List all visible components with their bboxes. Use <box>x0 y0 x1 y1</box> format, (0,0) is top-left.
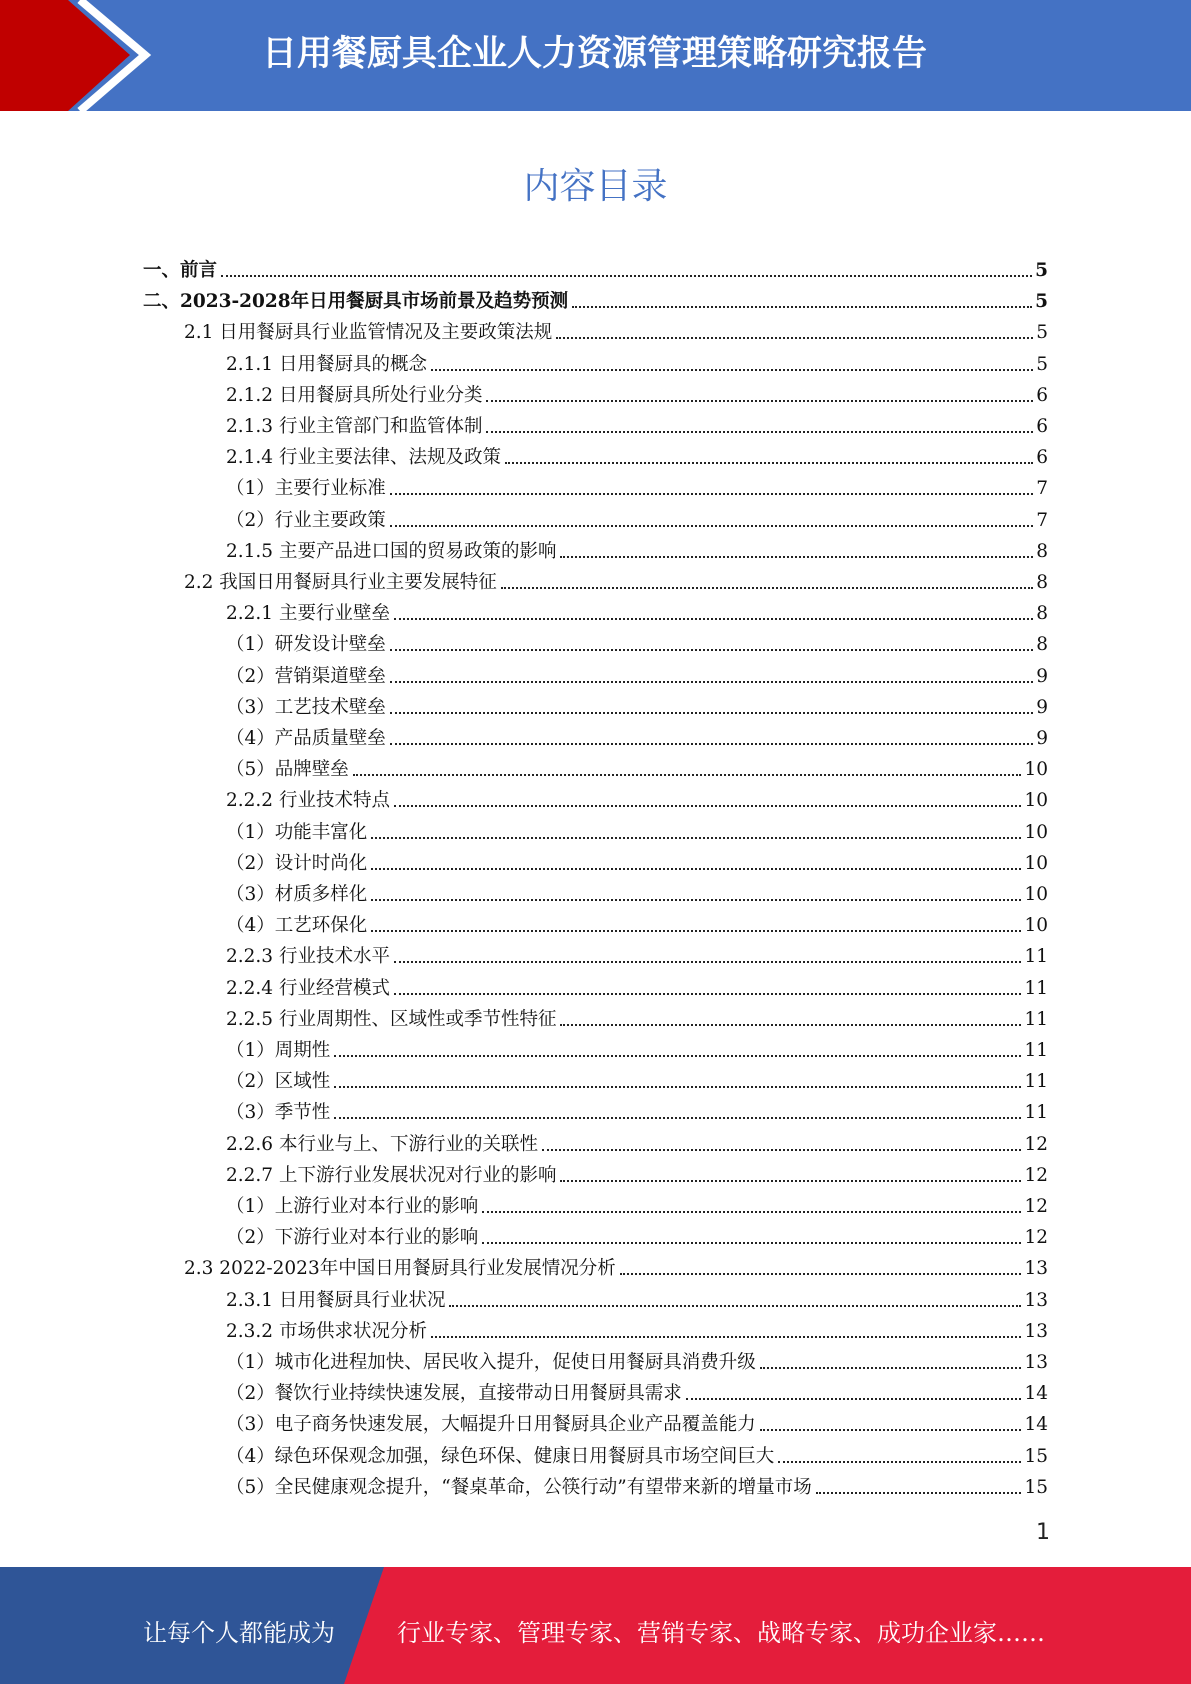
toc-entry-title: 2.1.4 行业主要法律、法规及政策 <box>226 447 501 469</box>
toc-entry-title: 2.2.2 行业技术特点 <box>226 790 390 812</box>
toc-entry[interactable] <box>226 1095 1048 1126</box>
toc-dot-leader <box>572 306 1032 308</box>
toc-entry-page: 5 <box>1035 260 1048 281</box>
toc-entry-title: 2.2.5 行业周期性、区域性或季节性特征 <box>226 1008 557 1030</box>
toc-entry-page: 14 <box>1024 1414 1048 1436</box>
toc-entry-page: 11 <box>1024 977 1048 999</box>
toc-dot-leader <box>390 712 1033 714</box>
toc-entry-title: 2.2.4 行业经营模式 <box>226 977 390 999</box>
toc-entry-title: 2.1.5 主要产品进口国的贸易政策的影响 <box>226 540 557 562</box>
toc-entry-page: 11 <box>1024 1008 1048 1030</box>
toc-entry-page: 10 <box>1024 821 1048 843</box>
toc-entry[interactable] <box>226 1220 1048 1251</box>
toc-entry-title: 2.3.2 市场供求状况分析 <box>226 1320 427 1342</box>
toc-dot-leader <box>394 961 1021 963</box>
toc-entry-page: 11 <box>1024 1102 1048 1124</box>
toc-dot-leader <box>620 1273 1022 1275</box>
toc-dot-leader <box>390 743 1033 745</box>
toc-dot-leader <box>556 337 1033 339</box>
toc-entry-page: 11 <box>1024 1071 1048 1093</box>
toc-dot-leader <box>431 1336 1021 1338</box>
toc-entry-title: （3）材质多样化 <box>226 884 368 905</box>
toc-entry[interactable] <box>226 1314 1048 1345</box>
toc-entry-title: 2.1 日用餐厨具行业监管情况及主要政策法规 <box>184 322 553 344</box>
toc-dot-leader <box>394 993 1021 995</box>
toc-dot-leader <box>486 431 1033 433</box>
toc-entry-page: 11 <box>1024 1040 1048 1061</box>
header-banner <box>0 0 1191 111</box>
toc-entry[interactable] <box>226 690 1048 721</box>
toc-entry[interactable] <box>226 752 1048 783</box>
toc-entry[interactable] <box>226 378 1048 409</box>
toc-entry[interactable] <box>226 939 1048 970</box>
toc-entry[interactable] <box>226 440 1048 471</box>
toc-entry-title: （4）产品质量壁垒 <box>226 728 386 749</box>
toc-entry[interactable] <box>143 253 1048 284</box>
toc-entry-title: （2）区域性 <box>226 1071 331 1093</box>
toc-dot-leader <box>431 369 1033 371</box>
toc-entry-title: 2.2.6 本行业与上、下游行业的关联性 <box>226 1133 538 1155</box>
toc-entry-page: 13 <box>1024 1258 1048 1280</box>
toc-dot-leader <box>542 1149 1021 1151</box>
toc-entry-page: 8 <box>1036 634 1048 656</box>
toc-dot-leader <box>390 493 1033 495</box>
toc-entry[interactable] <box>226 1470 1048 1501</box>
toc-entry[interactable] <box>226 1439 1048 1470</box>
toc-entry-page: 12 <box>1024 1196 1048 1217</box>
toc-dot-leader <box>686 1398 1022 1400</box>
toc-dot-leader <box>560 1180 1021 1182</box>
toc-dot-leader <box>816 1492 1022 1494</box>
toc-entry[interactable] <box>226 627 1048 658</box>
toc-dot-leader <box>394 618 1033 620</box>
toc-entry-page: 15 <box>1024 1445 1048 1467</box>
toc-entry[interactable] <box>226 1283 1048 1314</box>
toc-entry-title: （1）上游行业对本行业的影响 <box>226 1196 479 1217</box>
toc-entry-page: 5 <box>1036 322 1048 344</box>
toc-entry-page: 13 <box>1024 1352 1048 1373</box>
toc-entry-page: 9 <box>1036 728 1048 749</box>
toc-entry-title: 2.3.1 日用餐厨具行业状况 <box>226 1289 446 1311</box>
toc-entry-page: 10 <box>1024 852 1048 874</box>
toc-entry-title: 2.2.7 上下游行业发展状况对行业的影响 <box>226 1164 557 1186</box>
toc-entry[interactable] <box>226 971 1048 1002</box>
toc-entry-title: （3）季节性 <box>226 1102 331 1124</box>
toc-entry-page: 5 <box>1035 291 1048 313</box>
toc-entry-title: 2.2.3 行业技术水平 <box>226 946 390 968</box>
page-number: 1 <box>1036 1520 1050 1545</box>
toc-dot-leader <box>760 1367 1022 1369</box>
toc-entry-title: （1）城市化进程加快、居民收入提升，促使日用餐厨具消费升级 <box>226 1352 756 1373</box>
toc-entry-title: 一、前言 <box>143 260 218 281</box>
toc-entry-page: 12 <box>1024 1133 1048 1155</box>
toc-entry-page: 6 <box>1036 384 1048 406</box>
toc-entry-page: 6 <box>1036 447 1048 469</box>
toc-entry[interactable] <box>184 315 1048 346</box>
toc-dot-leader <box>482 1242 1021 1244</box>
toc-entry[interactable] <box>226 721 1048 752</box>
toc-dot-leader <box>486 400 1033 402</box>
toc-entry[interactable] <box>226 1189 1048 1220</box>
toc-entry-title: （4）绿色环保观念加强，绿色环保、健康日用餐厨具市场空间巨大 <box>226 1445 775 1467</box>
toc-entry-title: （2）营销渠道壁垒 <box>226 665 386 687</box>
toc-dot-leader <box>449 1305 1021 1307</box>
toc-dot-leader <box>390 681 1033 683</box>
toc-entry[interactable] <box>226 1407 1048 1438</box>
toc-entry-title: （1）功能丰富化 <box>226 821 368 843</box>
toc-entry[interactable] <box>226 471 1048 502</box>
toc-entry-title: （4）工艺环保化 <box>226 915 368 937</box>
toc-entry-page: 6 <box>1036 416 1048 437</box>
toc-entry-page: 10 <box>1024 759 1048 781</box>
toc-entry[interactable] <box>226 1127 1048 1158</box>
toc-entry[interactable] <box>226 1345 1048 1376</box>
report-title: 日用餐厨具企业人力资源管理策略研究报告 <box>262 34 928 74</box>
toc-entry-title: （1）研发设计壁垒 <box>226 634 386 656</box>
toc-dot-leader <box>371 868 1021 870</box>
toc-dot-leader <box>394 805 1021 807</box>
toc-entry-title: （3）电子商务快速发展，大幅提升日用餐厨具企业产品覆盖能力 <box>226 1414 756 1436</box>
toc-entry[interactable] <box>226 596 1048 627</box>
toc-entry-page: 8 <box>1036 603 1048 625</box>
toc-entry[interactable] <box>184 565 1048 596</box>
toc-entry-page: 8 <box>1036 540 1048 562</box>
toc-entry[interactable] <box>226 1376 1048 1407</box>
toc-entry[interactable] <box>226 846 1048 877</box>
toc-dot-leader <box>371 930 1021 932</box>
toc-entry-page: 13 <box>1024 1320 1048 1342</box>
toc-dot-leader <box>390 649 1033 651</box>
footer-slogan-right: 行业专家、管理专家、营销专家、战略专家、成功企业家…… <box>397 1619 1045 1647</box>
toc-entry-title: （2）设计时尚化 <box>226 852 368 874</box>
toc-entry[interactable] <box>226 503 1048 534</box>
toc-entry[interactable] <box>226 908 1048 939</box>
toc-dot-leader <box>505 462 1033 464</box>
toc-entry-title: （1）周期性 <box>226 1040 331 1061</box>
toc-entry[interactable] <box>184 1251 1048 1282</box>
toc-entry-title: 2.1.2 日用餐厨具所处行业分类 <box>226 384 483 406</box>
toc-entry-page: 12 <box>1024 1164 1048 1186</box>
toc-entry[interactable] <box>226 783 1048 814</box>
footer-banner <box>0 1567 1191 1684</box>
toc-dot-leader <box>778 1461 1021 1463</box>
toc-entry[interactable] <box>226 1064 1048 1095</box>
toc-entry[interactable] <box>226 534 1048 565</box>
toc-dot-leader <box>560 1024 1021 1026</box>
toc-dot-leader <box>334 1086 1021 1088</box>
toc-entry-title: 2.2 我国日用餐厨具行业主要发展特征 <box>184 572 497 593</box>
toc-dot-leader <box>221 275 1032 277</box>
toc-entry-title: 2.1.3 行业主管部门和监管体制 <box>226 416 483 437</box>
toc-entry[interactable] <box>226 877 1048 908</box>
toc-entry-title: （2）餐饮行业持续快速发展，直接带动日用餐厨具需求 <box>226 1383 682 1405</box>
toc-entry[interactable] <box>226 815 1048 846</box>
toc-entry-page: 8 <box>1036 572 1048 593</box>
toc-entry-page: 10 <box>1024 790 1048 812</box>
toc-dot-leader <box>353 774 1022 776</box>
toc-entry-title: 二、2023-2028年日用餐厨具市场前景及趋势预测 <box>143 291 569 313</box>
toc-entry[interactable] <box>226 347 1048 378</box>
toc-entry[interactable] <box>143 284 1048 315</box>
toc-entry-title: 2.3 2022-2023年中国日用餐厨具行业发展情况分析 <box>184 1258 616 1280</box>
toc-entry-title: （2）下游行业对本行业的影响 <box>226 1227 479 1249</box>
toc-entry-title: （1）主要行业标准 <box>226 478 386 500</box>
toc-entry-page: 10 <box>1024 915 1048 937</box>
toc-entry-page: 7 <box>1036 509 1048 531</box>
toc-dot-leader <box>371 837 1021 839</box>
toc-entry-page: 15 <box>1024 1476 1048 1498</box>
toc-dot-leader <box>482 1211 1021 1213</box>
toc-entry-title: 2.1.1 日用餐厨具的概念 <box>226 353 427 375</box>
toc-entry-page: 9 <box>1036 696 1048 718</box>
toc-entry-title: （2）行业主要政策 <box>226 509 386 531</box>
toc-entry[interactable] <box>226 1033 1048 1064</box>
chevron-arrow-icon <box>0 0 160 111</box>
toc-entry-page: 10 <box>1024 884 1048 905</box>
toc-heading: 内容目录 <box>523 166 668 207</box>
toc-entry-title: （5）全民健康观念提升，“餐桌革命，公筷行动”有望带来新的增量市场 <box>226 1476 812 1498</box>
toc-dot-leader <box>371 899 1021 901</box>
toc-entry-page: 12 <box>1024 1227 1048 1249</box>
toc-entry-title: （5）品牌壁垒 <box>226 759 349 781</box>
toc-entry-title: （3）工艺技术壁垒 <box>226 696 386 718</box>
toc-dot-leader <box>760 1429 1022 1431</box>
toc-entry-page: 7 <box>1036 478 1048 500</box>
toc-dot-leader <box>334 1055 1021 1057</box>
toc-entry[interactable] <box>226 1002 1048 1033</box>
toc-entry-page: 9 <box>1036 665 1048 687</box>
toc-dot-leader <box>334 1117 1021 1119</box>
toc-entry[interactable] <box>226 409 1048 440</box>
toc-dot-leader <box>501 587 1033 589</box>
toc-entry-page: 11 <box>1024 946 1048 968</box>
toc-entry-page: 5 <box>1036 353 1048 375</box>
toc-entry-page: 14 <box>1024 1383 1048 1405</box>
toc-entry-page: 13 <box>1024 1289 1048 1311</box>
toc-entry[interactable] <box>226 659 1048 690</box>
toc-entry-title: 2.2.1 主要行业壁垒 <box>226 603 390 625</box>
toc-entry[interactable] <box>226 1158 1048 1189</box>
toc-dot-leader <box>560 556 1033 558</box>
footer-slogan-left: 让每个人都能成为 <box>143 1619 335 1647</box>
toc-dot-leader <box>390 525 1033 527</box>
